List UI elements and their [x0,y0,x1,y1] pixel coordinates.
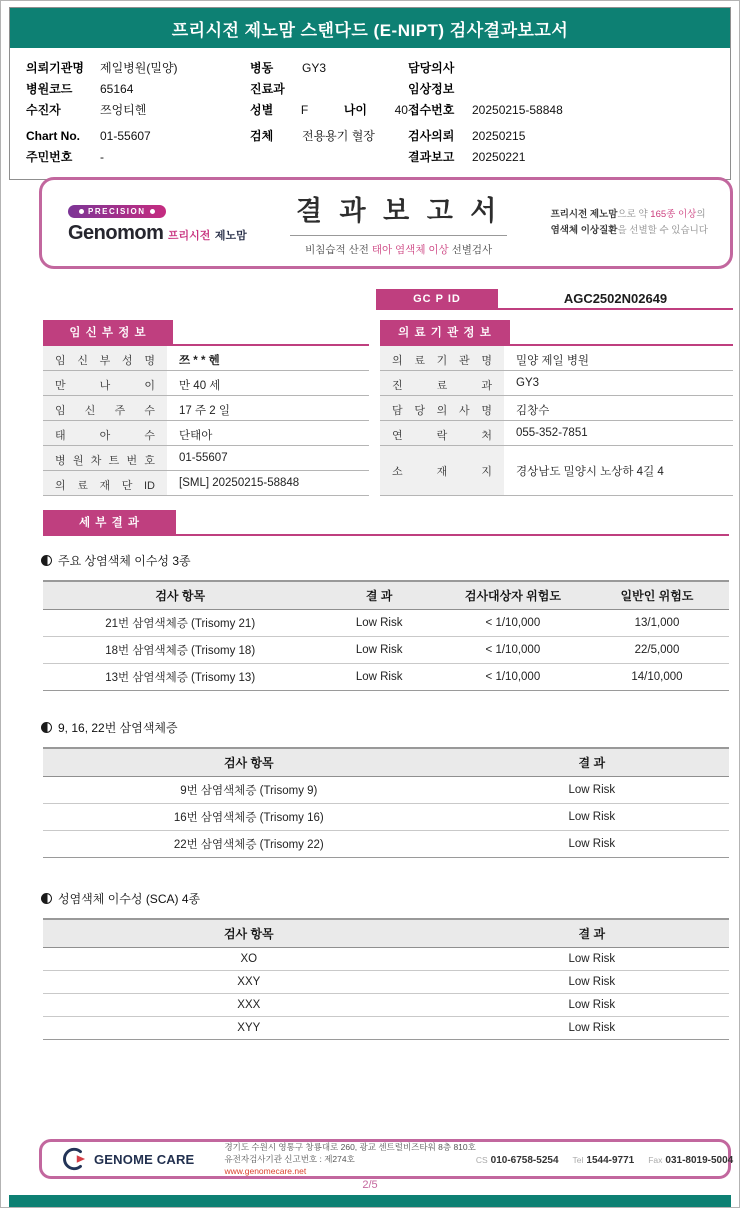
field-row [250,125,408,146]
contact-value: 010-6758-5254 [490,1155,559,1166]
row-label: 담 당 의 사 명 [380,396,504,420]
field-label: 진료과 [250,82,285,96]
result-value: Low Risk [317,664,440,691]
result-value: Low Risk [317,637,440,664]
field-value: - [100,149,104,164]
table-row [380,446,733,496]
field-label: 수진자 [26,103,61,117]
field-value: 제일병원(밀양) [100,61,178,75]
bottom-teal-bar [9,1195,731,1207]
side-note-mid: 으로 약 [617,208,651,220]
gcp-id-value: AGC2502N02649 [498,289,733,310]
test-item: XYY [43,1017,455,1040]
test-item: XO [43,948,455,971]
footer [39,1139,734,1179]
precision-badge [68,205,166,218]
field-row [26,99,250,120]
column-header: 검사 항목 [43,748,455,777]
field-row [26,146,250,167]
field-label: 병동 [250,61,274,75]
test-item: XXY [43,971,455,994]
column-header: 검사 항목 [43,581,317,610]
row-label: 의 료 기 관 명 [380,346,504,370]
side-note-bold2: 염색체 이상질환 [550,225,618,236]
side-note-end1: 의 [696,208,706,220]
column-header: 검사 항목 [43,919,455,948]
contact-label: Tel [572,1155,584,1165]
table-row [43,971,729,994]
table-row [43,777,729,804]
patient-info-grid [10,48,730,179]
address-line1: 경기도 수원시 영통구 창룡대로 260, 광교 센트럴비즈타워 8층 810호 [224,1141,476,1152]
column-header: 결 과 [317,581,440,610]
clinic-info-table [380,320,733,496]
side-note-line1 [551,207,708,223]
table-row [43,471,369,496]
row-label: 의 료 재 단 ID [43,471,167,495]
table-row [380,396,733,421]
precision-badge-label: PRECISION [88,207,146,216]
population-risk: 22/5,000 [585,637,729,664]
section-heading [41,890,733,907]
result-value: Low Risk [455,804,729,831]
table-row [43,346,369,371]
test-item: 18번 삼염색체증 (Trisomy 18) [43,637,317,664]
population-risk: 13/1,000 [585,610,729,637]
genome-care-logo [60,1147,194,1171]
table-row [43,371,369,396]
report-header-box [39,177,733,269]
field-row [408,146,724,167]
footer-address [224,1141,475,1178]
field-value: 20250215-58848 [472,102,563,117]
half-circle-bullet-icon [41,722,52,733]
side-note-end2: 을 선별할 수 있습니다 [617,225,708,236]
report-subtitle [290,242,507,257]
table-header-row [43,748,729,777]
brand-kr-genomom: 제노맘 [214,230,247,242]
report-title-block [290,189,507,257]
genomom-logo [68,201,247,245]
row-label: 연 락 처 [380,421,504,445]
autosome-results-table [43,580,729,691]
contact-item [476,1150,559,1168]
section-heading-text: 9, 16, 22번 삼염색체증 [58,721,178,735]
brand-kr-precision: 프리시전 [167,230,211,242]
clinic-info-header [380,320,733,346]
maternal-info-table [43,320,369,496]
test-item: 22번 삼염색체증 (Trisomy 22) [43,831,455,858]
side-note-line2 [551,223,708,239]
field-row [408,78,724,99]
column-header: 일반인 위험도 [585,581,729,610]
row-value: 밀양 제일 병원 [516,355,590,367]
row-label: 병 원 차 트 번 호 [43,446,167,470]
brand-wordmark: Genomom [68,222,164,244]
section-heading-text: 주요 상염색체 이수성 3종 [58,554,191,568]
field-label: 임상정보 [408,82,455,96]
report-body [39,177,733,1040]
header-side-note [551,207,708,239]
test-item: 16번 삼염색체증 (Trisomy 16) [43,804,455,831]
table-row [43,610,729,637]
row-value: 만 40 세 [179,380,221,392]
table-header-row [43,919,729,948]
field-row [26,57,250,78]
table-row [43,948,729,971]
info-tables [39,320,733,496]
side-note-bold1: 프리시전 제노맘 [550,208,618,220]
field-row [408,125,724,146]
field-row [250,57,408,78]
field-row [250,99,408,120]
gcp-id-row [376,289,733,310]
row-value: 경상남도 밀양시 노상하 4길 4 [516,466,664,478]
genome-care-logo-icon [60,1147,88,1171]
field-label: 병원코드 [26,82,73,96]
contact-item [573,1150,635,1168]
row-value: 단태아 [179,430,213,442]
subject-risk: < 1/10,000 [441,664,585,691]
side-note-highlight: 165종 이상 [650,208,697,220]
report-title-bar: 프리시전 제노맘 스탠다드 (E-NIPT) 검사결과보고서 [10,8,730,48]
sex-chromosome-table [43,918,729,1040]
contact-label: Fax [648,1155,663,1165]
field-label: 담당의사 [408,61,455,75]
page-number: 2/5 [362,1179,378,1191]
result-value: Low Risk [455,1017,729,1040]
row-value: 01-55607 [179,452,228,464]
field-value: F [300,102,309,117]
field-label: 검사의뢰 [408,129,455,143]
row-label: 임 신 주 수 [43,396,167,420]
table-row [380,346,733,371]
maternal-info-header [43,320,369,346]
table-row [380,421,733,446]
subtitle-highlight: 태아 염색체 이상 [371,244,449,256]
test-item: 21번 삼염색체증 (Trisomy 21) [43,610,317,637]
test-item: 13번 삼염색체증 (Trisomy 13) [43,664,317,691]
field-row [26,125,250,146]
half-circle-bullet-icon [41,555,52,566]
contact-item [648,1150,733,1168]
row-value: 055-352-7851 [516,427,588,439]
row-value: GY3 [516,377,540,389]
subject-risk: < 1/10,000 [441,610,585,637]
field-row [408,57,724,78]
contact-value: 1544-9771 [586,1155,635,1166]
website-link[interactable]: www.genomecare.net [224,1166,307,1177]
table-row [43,994,729,1017]
contact-value: 031-8019-5004 [665,1155,734,1166]
field-label: 나이 [343,103,367,117]
detail-results-header [43,510,729,536]
row-label: 진 료 과 [380,371,504,395]
field-label: 주민번호 [26,150,73,164]
field-label: 접수번호 [408,103,455,117]
result-value: Low Risk [317,610,440,637]
field-value: GY3 [302,60,327,75]
half-circle-bullet-icon [41,893,52,904]
table-row [43,804,729,831]
row-value: 쯔 * * 헨 [179,355,220,367]
column-header: 결 과 [455,919,729,948]
population-risk: 14/10,000 [585,664,729,691]
field-label: 성별 [250,103,274,117]
table-row [43,396,369,421]
result-value: Low Risk [455,831,729,858]
field-label: 결과보고 [408,150,455,164]
subtitle-suffix: 선별검사 [448,244,493,256]
field-value: 쯔엉티헨 [100,103,147,117]
field-value: 01-55607 [100,128,151,143]
result-value: Low Risk [455,948,729,971]
table-row [380,371,733,396]
test-item: 9번 삼염색체증 (Trisomy 9) [43,777,455,804]
address-line2: 유전자검사기관 신고번호 : 제274호 [224,1153,355,1164]
row-value: 김창수 [516,405,550,417]
patient-info-col1 [26,57,250,167]
row-label: 소 재 지 [380,446,504,495]
table-row [43,637,729,664]
row-value: [SML] 20250215-58848 [179,477,300,489]
patient-info-col3 [408,57,724,167]
row-label: 태 아 수 [43,421,167,445]
field-row [26,78,250,99]
row-label: 만 나 이 [43,371,167,395]
subtitle-prefix: 비침습적 산전 [305,244,372,256]
field-value: 40 [394,102,408,117]
report-title: 결 과 보 고 서 [290,189,507,236]
maternal-info-title: 임 신 부 정 보 [43,320,173,344]
result-value: Low Risk [455,994,729,1017]
footer-contacts [476,1150,733,1168]
contact-label: CS [475,1155,488,1165]
field-value: 20250215 [472,128,526,143]
table-row [43,664,729,691]
lis-header-block [9,7,731,180]
clinic-info-title: 의 료 기 관 정 보 [380,320,510,344]
subject-risk: < 1/10,000 [441,637,585,664]
field-label: 의뢰기관명 [26,61,84,75]
field-label: Chart No. [26,128,80,143]
section-heading [41,552,733,569]
column-header: 검사대상자 위험도 [441,581,585,610]
gcp-id-label: GC P ID [376,289,498,310]
brand-line [68,222,247,245]
section-heading-text: 성염색체 이수성 (SCA) 4종 [58,892,201,906]
table-row [43,421,369,446]
test-item: XXX [43,994,455,1017]
section-heading [41,719,733,736]
field-value: 전용용기 혈장 [302,129,375,143]
row-label: 임 신 부 성 명 [43,346,167,370]
detail-results-title: 세 부 결 과 [43,510,176,534]
field-label: 검체 [250,129,274,143]
field-row [408,99,724,120]
genome-care-wordmark: GENOME CARE [94,1151,195,1167]
result-value: Low Risk [455,777,729,804]
field-value: 20250221 [472,149,526,164]
result-value: Low Risk [455,971,729,994]
field-value: 65164 [100,81,134,96]
column-header: 결 과 [455,748,729,777]
field-row [250,78,408,99]
table-row [43,1017,729,1040]
table-header-row [43,581,729,610]
row-value: 17 주 2 일 [179,405,230,417]
trisomy-9-16-22-table [43,747,729,858]
table-row [43,831,729,858]
patient-info-col2 [250,57,408,167]
table-row [43,446,369,471]
